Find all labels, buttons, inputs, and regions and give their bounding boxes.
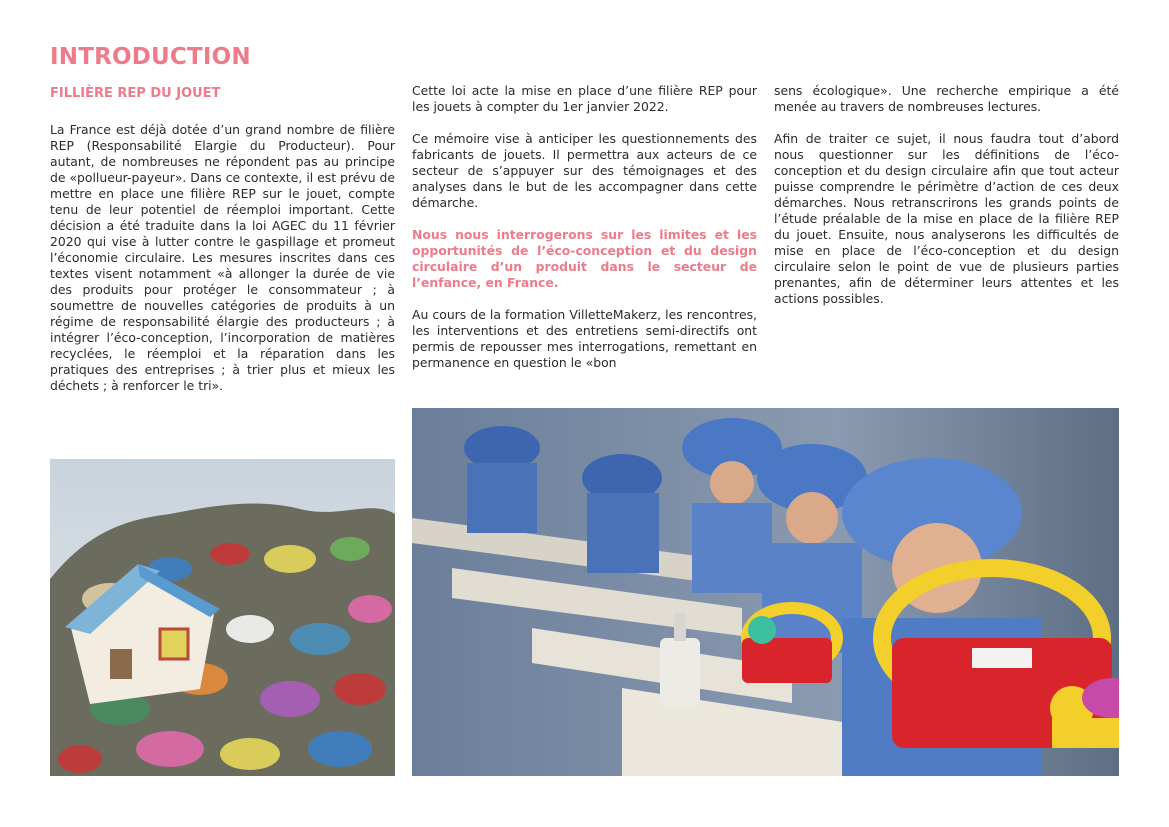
paragraph: La France est déjà dotée d’un grand nombre de filière REP (Responsabilité Elargie du Producteur). Pour autant, de nombreuses ne répondent pas au principe de «pollueur-payeur». Dans ce contexte, il est prévu de mettre en place une filière REP sur le jouet, compte tenu de leur potentiel de réemploi important. Cette décision a été traduite dans la loi AGEC du 11 février 2020 qui vise à lutter contre le gaspillage et promeut l’économie circulaire. Les mesures inscrites dans ces textes visent notamment «à allonger la durée de vie des produits pour protéger le consommateur ; à soumettre de nouvelles catégories de produits à un régime de responsabilité élargie des producteurs ; à intégrer l’éco-conception, l’incorporation de matières recyclées, le réemploi et la réparation dans les pratiques des entreprises ; à trier plus et mieux les déchets ; à renforcer le tri». [50, 122, 395, 393]
toy-factory-workers-photo [412, 408, 1119, 776]
text-column-1 [50, 122, 395, 410]
paragraph: Cette loi acte la mise en place d’une filière REP pour les jouets à compter du 1er janvier 2022. [412, 83, 757, 114]
paragraph: Afin de traiter ce sujet, il nous faudra tout d’abord nous questionner sur les définitions de l’éco-conception et du design circulaire afin que tout acteur puisse comprendre le périmètre d’action de ces deux démarches. Nous retranscrirons les grands points de l’étude préalable de la mise en place de la filière REP du jouet. Ensuite, nous analyserons les difficultés de mise en place de l’éco-conception et du design circulaire selon le point de vue de plusieurs parties prenantes, afin de déterminer leurs attentes et les actions possibles. [774, 131, 1119, 306]
research-question: Nous nous interrogerons sur les limites et les opportunités de l’éco-conception et du design circulaire d’un produit dans le secteur de l’enfance, en France. [412, 227, 757, 290]
paragraph: Ce mémoire vise à anticiper les questionnements des fabricants de jouets. Il permettra aux acteurs de ce secteur de s’appuyer sur des témoignages et des analyses dans le but de les accompagner dans cette démarche. [412, 131, 757, 210]
paragraph: sens écologique». Une recherche empirique a été menée au travers de nombreuses lectures. [774, 83, 1119, 114]
toy-waste-pile-photo [50, 459, 395, 776]
text-column-2 [412, 83, 757, 387]
page-title: INTRODUCTION [50, 44, 251, 70]
section-subtitle: FILLIÈRE REP DU JOUET [50, 86, 221, 101]
text-column-3 [774, 83, 1119, 323]
paragraph: Au cours de la formation VilletteMakerz, les rencontres, les interventions et des entretiens semi-directifs ont permis de repousser mes interrogations, remettant en permanence en question le «bon [412, 307, 757, 370]
